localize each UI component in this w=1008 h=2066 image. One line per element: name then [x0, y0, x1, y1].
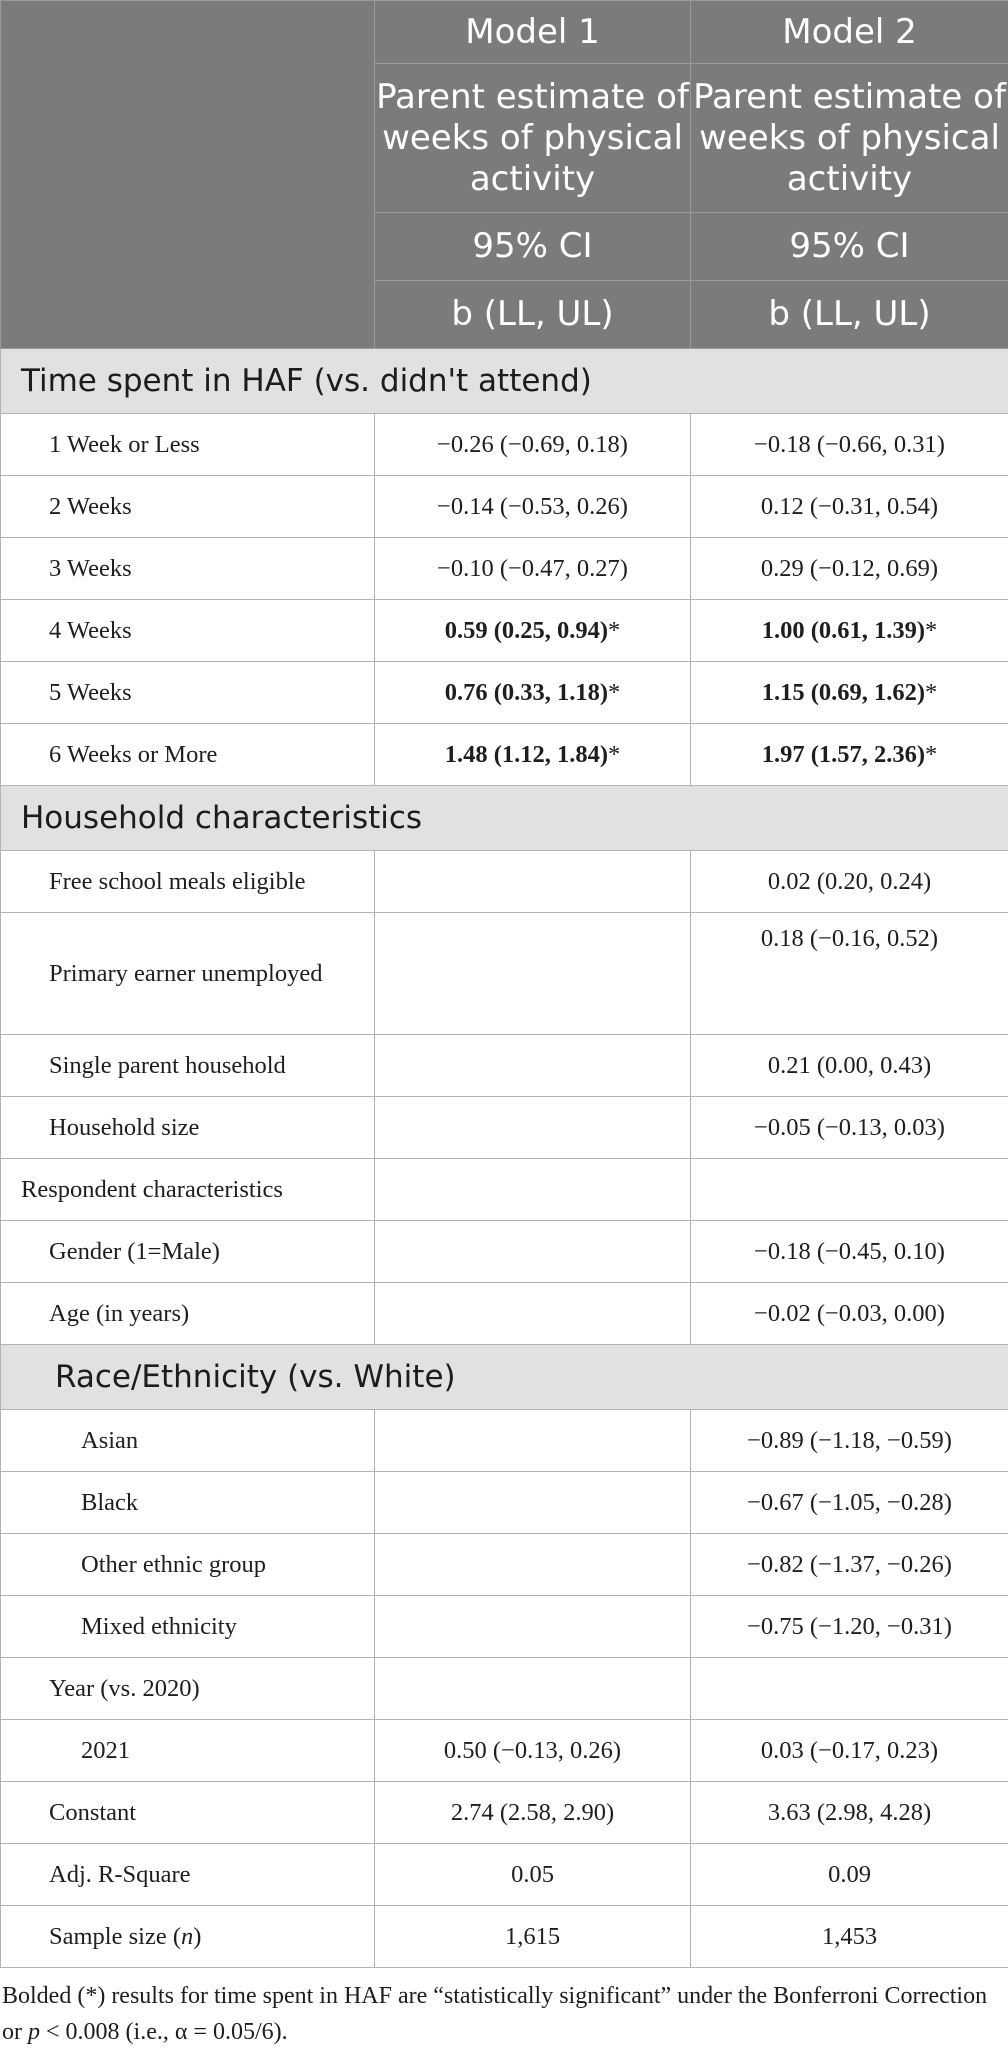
- model1-value: [375, 600, 691, 662]
- model1-value: [375, 1534, 691, 1596]
- row-label: 2 Weeks: [1, 476, 375, 538]
- row-label: 5 Weeks: [1, 662, 375, 724]
- significant-value: 1.00 (0.61, 1.39): [761, 616, 926, 644]
- section-household-label: Household characteristics: [1, 786, 1008, 851]
- row-label: Other ethnic group: [1, 1534, 375, 1596]
- significance-star: *: [608, 740, 621, 768]
- model2-value: −0.02 (−0.03, 0.00): [691, 1283, 1008, 1345]
- table-row: [1, 1283, 1008, 1345]
- table-row-year: [1, 1658, 1008, 1720]
- row-label: Single parent household: [1, 1035, 375, 1097]
- model2-value: −0.67 (−1.05, −0.28): [691, 1472, 1008, 1534]
- significant-value: 1.15 (0.69, 1.62): [761, 678, 926, 706]
- table-row: [1, 913, 1008, 1035]
- model1-value: 0.05: [375, 1844, 691, 1906]
- model1-value: [375, 1472, 691, 1534]
- table-row: [1, 1410, 1008, 1472]
- section-household: [1, 786, 1008, 851]
- section-race: [1, 1345, 1008, 1410]
- year-label: Year (vs. 2020): [1, 1658, 375, 1720]
- row-label: 3 Weeks: [1, 538, 375, 600]
- header-b2: b (LL, UL): [691, 281, 1008, 349]
- row-label: Free school meals eligible: [1, 851, 375, 913]
- significance-star: *: [608, 616, 621, 644]
- model1-value: [375, 1410, 691, 1472]
- header-ci1: 95% CI: [375, 213, 691, 281]
- table-row: [1, 538, 1008, 600]
- model1-value: [375, 662, 691, 724]
- significant-value: 0.76 (0.33, 1.18): [444, 678, 609, 706]
- model1-value: [375, 1221, 691, 1283]
- model1-value: 1,615: [375, 1906, 691, 1968]
- row-label: Asian: [1, 1410, 375, 1472]
- table-row: [1, 414, 1008, 476]
- header-desc1: Parent estimate of weeks of physical activity: [375, 64, 691, 213]
- header-row-model: [1, 1, 1008, 64]
- significance-star: *: [925, 678, 938, 706]
- row-label: Household size: [1, 1097, 375, 1159]
- section-haf-label: Time spent in HAF (vs. didn't attend): [1, 349, 1008, 414]
- model1-value: [375, 1283, 691, 1345]
- table-row: [1, 662, 1008, 724]
- model2-value: 0.21 (0.00, 0.43): [691, 1035, 1008, 1097]
- model1-value: −0.10 (−0.47, 0.27): [375, 538, 691, 600]
- table-row: [1, 1782, 1008, 1844]
- table-row: [1, 1906, 1008, 1968]
- respondent-label: Respondent characteristics: [1, 1159, 375, 1221]
- header-ci2: 95% CI: [691, 213, 1008, 281]
- row-label: 2021: [1, 1720, 375, 1782]
- table-row: [1, 1472, 1008, 1534]
- row-label: Constant: [1, 1782, 375, 1844]
- header-model1: Model 1: [375, 1, 691, 64]
- significance-star: *: [925, 740, 938, 768]
- table-row: [1, 476, 1008, 538]
- row-label: Gender (1=Male): [1, 1221, 375, 1283]
- model1-value: [375, 913, 691, 1035]
- table-row-respondent: [1, 1159, 1008, 1221]
- model2-value: 0.29 (−0.12, 0.69): [691, 538, 1008, 600]
- model2-value: −0.75 (−1.20, −0.31): [691, 1596, 1008, 1658]
- row-label: Black: [1, 1472, 375, 1534]
- row-label: Sample size (n): [1, 1906, 375, 1968]
- row-label: Mixed ethnicity: [1, 1596, 375, 1658]
- table-row: [1, 1596, 1008, 1658]
- table-row: [1, 724, 1008, 786]
- model2-value: −0.18 (−0.45, 0.10): [691, 1221, 1008, 1283]
- table-row: [1, 600, 1008, 662]
- significant-value: 1.97 (1.57, 2.36): [761, 740, 926, 768]
- model2-value: 0.18 (−0.16, 0.52): [691, 913, 1008, 1035]
- model2-value: 0.09: [691, 1844, 1008, 1906]
- table-row: [1, 1534, 1008, 1596]
- header-model2: Model 2: [691, 1, 1008, 64]
- row-label: Primary earner unemployed: [1, 913, 375, 1035]
- row-label: 4 Weeks: [1, 600, 375, 662]
- table-row: [1, 851, 1008, 913]
- table-row: [1, 1844, 1008, 1906]
- model2-value: 0.12 (−0.31, 0.54): [691, 476, 1008, 538]
- section-haf: [1, 349, 1008, 414]
- table-footnote: Bolded (*) results for time spent in HAF are “statistically significant” under the Bonferroni Correction or p < 0.008 (i.e., α = 0.05/6).: [2, 1983, 988, 2045]
- model2-value: −0.82 (−1.37, −0.26): [691, 1534, 1008, 1596]
- model2-value: [691, 662, 1008, 724]
- model2-value: [691, 600, 1008, 662]
- table-row: [1, 1035, 1008, 1097]
- row-label: Age (in years): [1, 1283, 375, 1345]
- header-corner: [1, 1, 375, 349]
- model2-value: 1,453: [691, 1906, 1008, 1968]
- table-row: [1, 1097, 1008, 1159]
- model1-value: [375, 724, 691, 786]
- model1-value: [375, 1596, 691, 1658]
- model2-value: −0.05 (−0.13, 0.03): [691, 1097, 1008, 1159]
- model1-value: [375, 851, 691, 913]
- model2-value: 3.63 (2.98, 4.28): [691, 1782, 1008, 1844]
- header-b1: b (LL, UL): [375, 281, 691, 349]
- model1-value: −0.14 (−0.53, 0.26): [375, 476, 691, 538]
- significant-value: 1.48 (1.12, 1.84): [444, 740, 609, 768]
- row-label: 1 Week or Less: [1, 414, 375, 476]
- row-label: 6 Weeks or More: [1, 724, 375, 786]
- model1-value: −0.26 (−0.69, 0.18): [375, 414, 691, 476]
- model1-value: [375, 1035, 691, 1097]
- section-race-label: Race/Ethnicity (vs. White): [1, 1345, 1008, 1410]
- model1-value: 2.74 (2.58, 2.90): [375, 1782, 691, 1844]
- header-desc2: Parent estimate of weeks of physical activity: [691, 64, 1008, 213]
- model2-value: 0.02 (0.20, 0.24): [691, 851, 1008, 913]
- significant-value: 0.59 (0.25, 0.94): [444, 616, 609, 644]
- table-row: [1, 1221, 1008, 1283]
- significance-star: *: [925, 616, 938, 644]
- row-label: Adj. R-Square: [1, 1844, 375, 1906]
- model2-value: [691, 724, 1008, 786]
- model2-value: 0.03 (−0.17, 0.23): [691, 1720, 1008, 1782]
- model2-value: −0.18 (−0.66, 0.31): [691, 414, 1008, 476]
- model1-value: [375, 1097, 691, 1159]
- significance-star: *: [608, 678, 621, 706]
- model2-value: −0.89 (−1.18, −0.59): [691, 1410, 1008, 1472]
- table-row: [1, 1720, 1008, 1782]
- model1-value: 0.50 (−0.13, 0.26): [375, 1720, 691, 1782]
